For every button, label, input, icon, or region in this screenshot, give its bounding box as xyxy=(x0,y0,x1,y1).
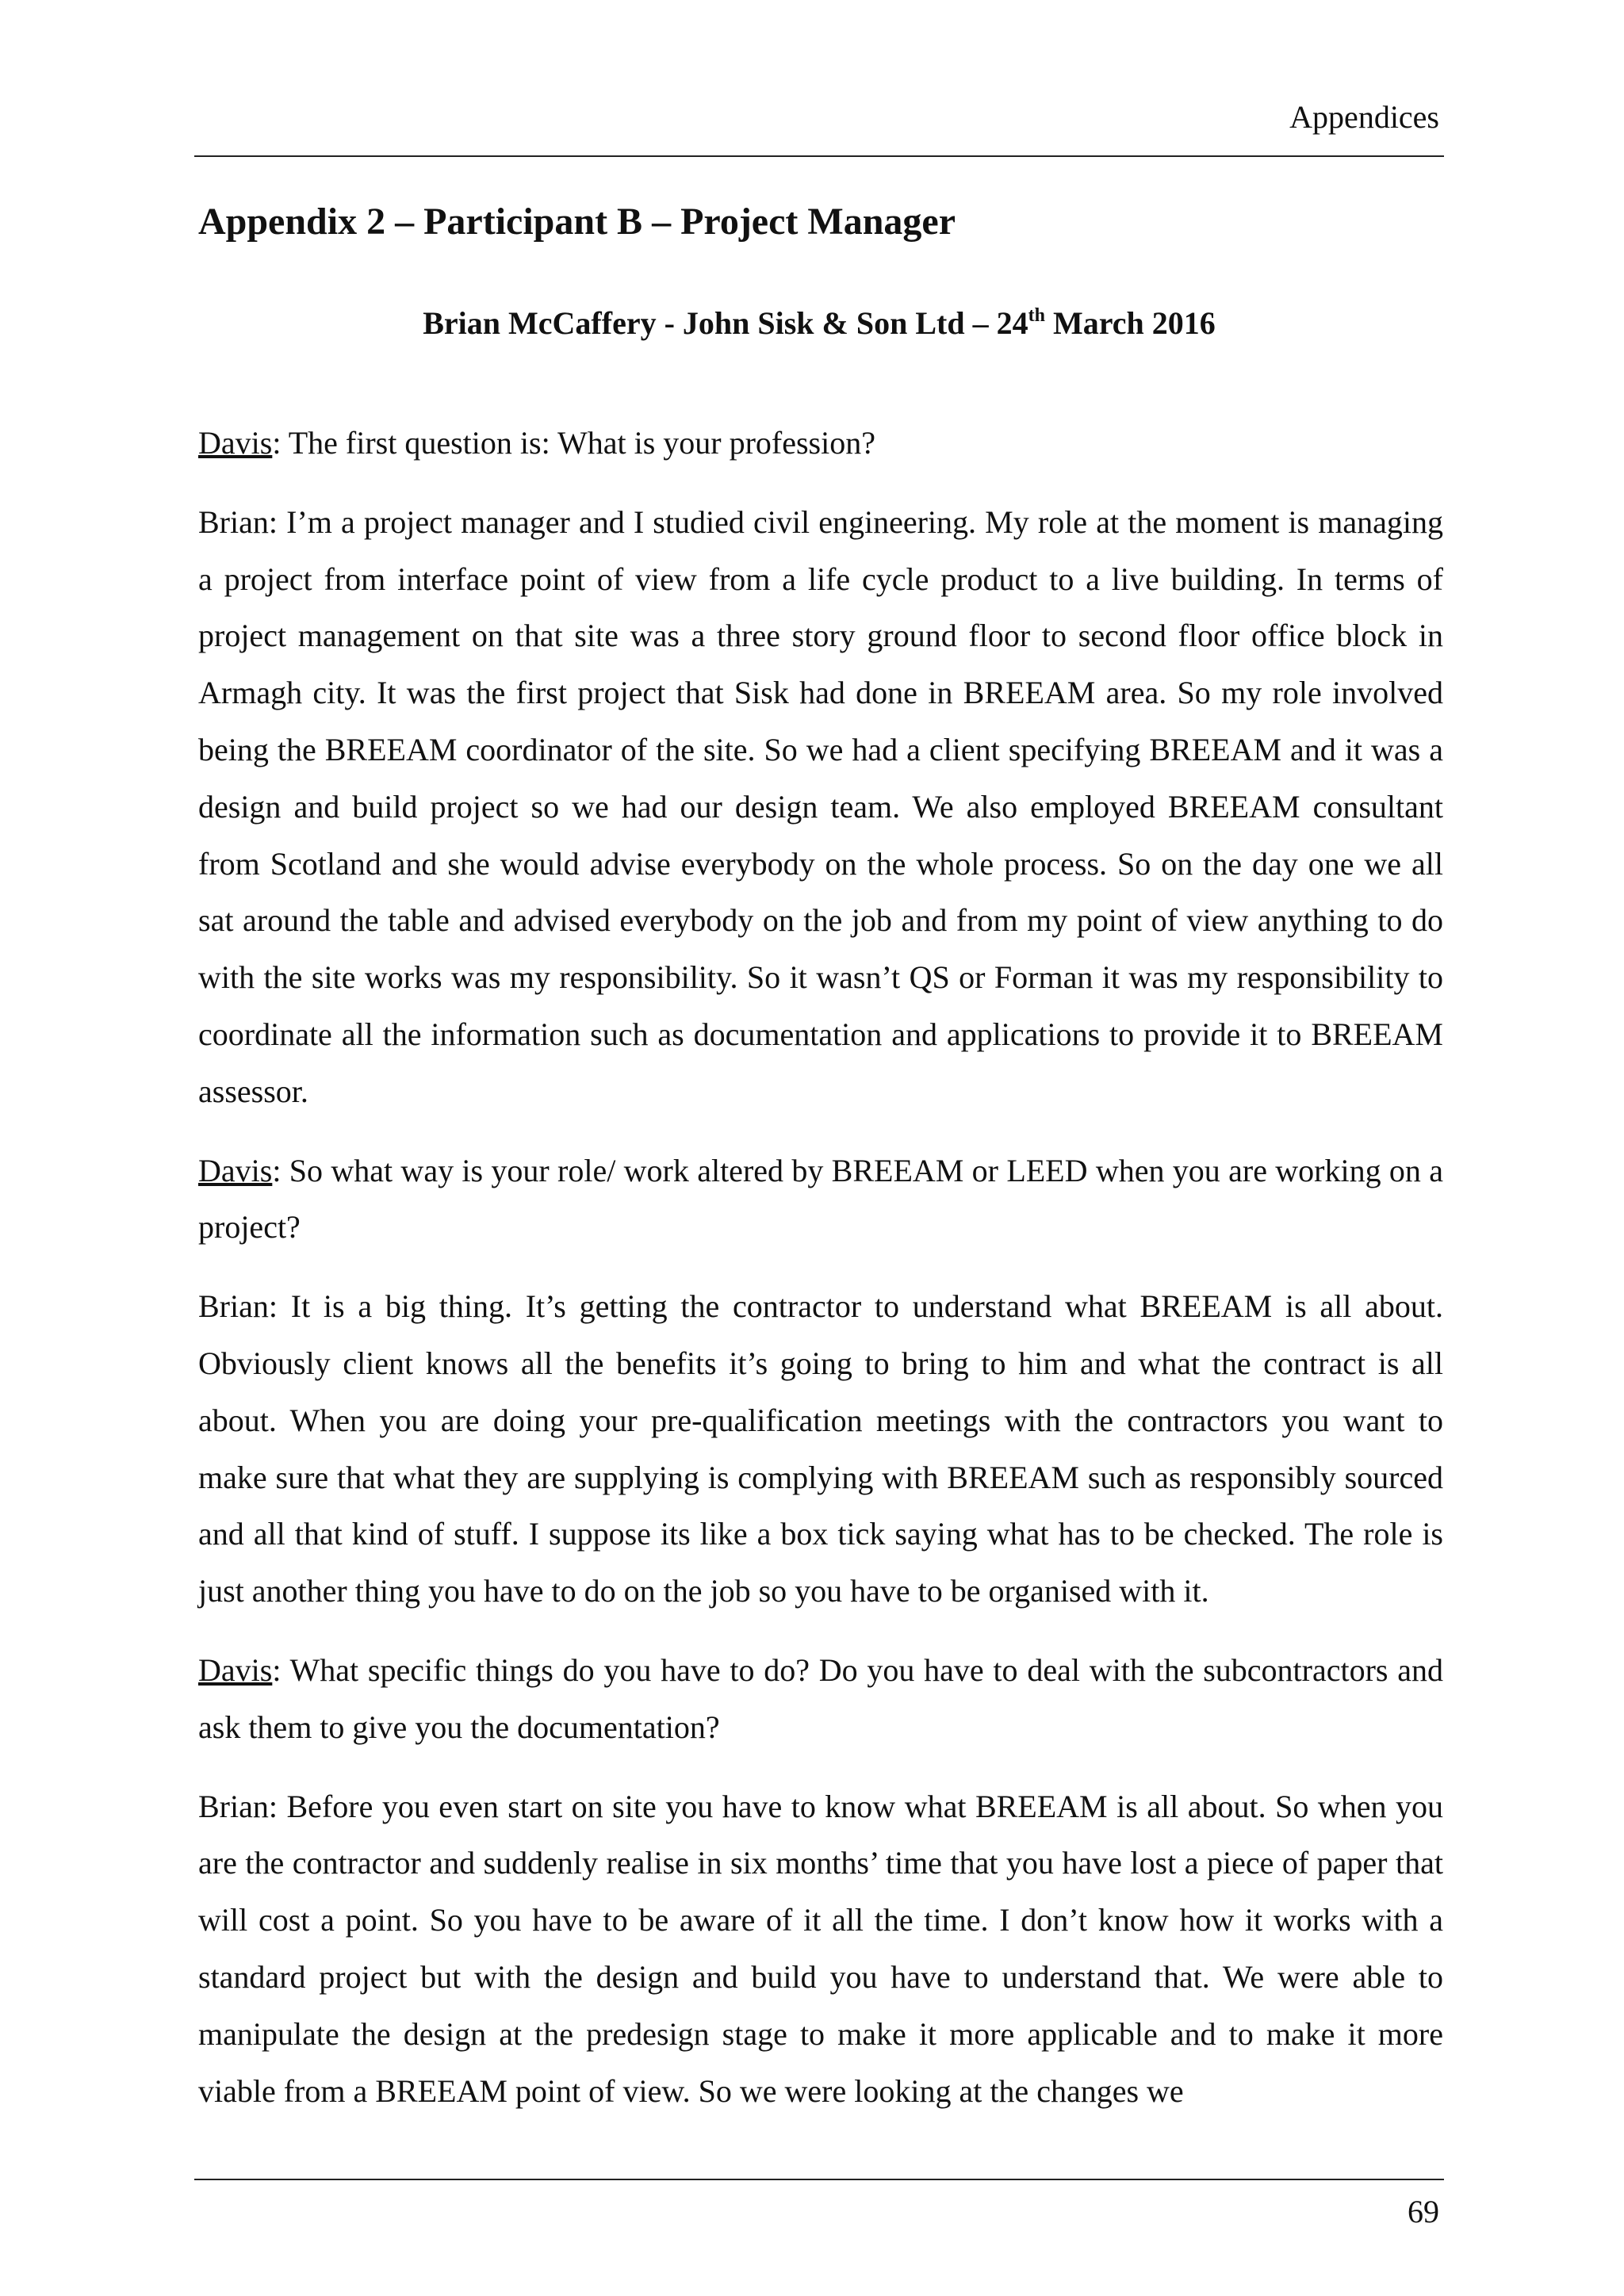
header-rule xyxy=(194,155,1444,157)
dialogue-paragraph xyxy=(198,415,1443,472)
speaker-separator: : xyxy=(272,1651,282,1688)
dialogue-paragraph xyxy=(198,1778,1443,2120)
interview-transcript xyxy=(198,415,1443,2141)
speaker-separator: : xyxy=(268,1288,278,1325)
dialogue-text: What specific things do you have to do? Do you have to deal with the subcontractors and ask them to give you the documentation? xyxy=(198,1651,1443,1745)
speaker-name: Davis xyxy=(198,1152,273,1188)
dialogue-paragraph xyxy=(198,494,1443,1120)
dialogue-text: The first question is: What is your profession? xyxy=(281,425,875,461)
running-header: Appendices xyxy=(1289,99,1439,135)
appendix-title: Appendix 2 – Participant B – Project Manager xyxy=(198,201,956,243)
page-number: 69 xyxy=(1408,2194,1439,2229)
dialogue-text: I’m a project manager and I studied civil engineering. My role at the moment is managing a project from interface point of view from a life cycle product to a live building. In terms of project management on that site was a three story ground floor to second floor office block in Armagh city. It was the first project that Sisk had done in BREEAM area. So my role involved being the BREEAM coordinator of the site. So we had a client specifying BREEAM and it was a design and build project so we had our design team. We also employed BREEAM consultant from Scotland and she would advise everybody on the whole process. So on the day one we all sat around the table and advised everybody on the job and from my point of view anything to do with the site works was my responsibility. So it wasn’t QS or Forman it was my responsibility to coordinate all the information such as documentation and applications to provide it to BREEAM assessor. xyxy=(198,503,1443,1109)
dialogue-text: It is a big thing. It’s getting the contractor to understand what BREEAM is all about. Obviously client knows all the benefits it’s going to bring to him and what the contract is all about. When you are doing your pre-qualification meetings with the contractors you want to make sure that what they are supplying is complying with BREEAM such as responsibly sourced and all that kind of stuff. I suppose its like a box tick saying what has to be checked. The role is just another thing you have to do on the job so you have to be organised with it. xyxy=(198,1288,1443,1609)
subtitle-month-year: March 2016 xyxy=(1044,305,1216,341)
speaker-separator: : xyxy=(272,1152,282,1188)
speaker-name: Davis xyxy=(198,1651,273,1688)
speaker-name: Brian xyxy=(198,1288,269,1325)
subtitle-ordinal-suffix: th xyxy=(1028,305,1045,326)
subtitle-main: Brian McCaffery - John Sisk & Son Ltd – 24 xyxy=(423,305,1028,341)
speaker-name: Brian xyxy=(198,1788,269,1824)
dialogue-paragraph xyxy=(198,1642,1443,1756)
speaker-separator: : xyxy=(268,503,278,540)
speaker-separator: : xyxy=(268,1788,278,1824)
interview-subtitle xyxy=(194,300,1444,347)
speaker-separator: : xyxy=(272,425,282,461)
dialogue-paragraph xyxy=(198,1142,1443,1257)
speaker-name: Brian xyxy=(198,503,269,540)
dialogue-paragraph xyxy=(198,1278,1443,1620)
footer-rule xyxy=(194,2179,1444,2180)
dialogue-text: Before you even start on site you have to know what BREEAM is all about. So when you are the contractor and suddenly realise in six months’ time that you have lost a piece of paper that will cost a point. So you have to be aware of it all the time. I don’t know how it works with a standard project but with the design and build you have to understand that. We were able to manipulate the design at the predesign stage to make it more applicable and to make it more viable from a BREEAM point of view. So we were looking at the changes we xyxy=(198,1788,1443,2109)
dialogue-text: So what way is your role/ work altered by BREEAM or LEED when you are working on a project? xyxy=(198,1152,1443,1246)
speaker-name: Davis xyxy=(198,425,273,461)
